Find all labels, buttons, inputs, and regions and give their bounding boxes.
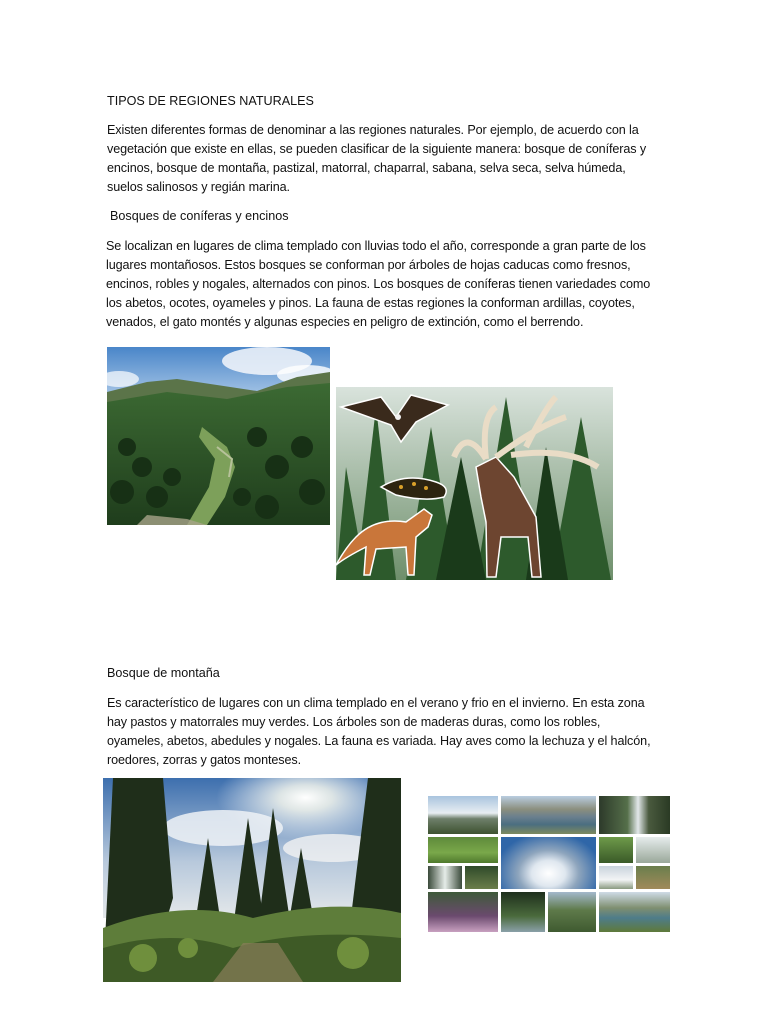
forest-fauna-collage-photo <box>336 387 613 580</box>
mosaic-tile-snowy-peaks <box>428 796 498 834</box>
mosaic-tile-deer <box>636 866 670 889</box>
mosaic-tile-alpine-lake <box>599 892 670 932</box>
mosaic-tile-animal <box>599 837 633 863</box>
mosaic-tile-waterfall <box>599 796 670 834</box>
document-title: TIPOS DE REGIONES NATURALES <box>107 94 314 108</box>
mountain-forest-paragraph: Es característico de lugares con un clima templado en el verano y frio en el invierno. En esta zona hay pastos y matorrales muy verdes. Los árboles son de maderas duras, como los robles, oyameles, abetos, abedules y nogales. La fauna es variada. Hay aves como la lechuza y el halcón, roedores, zorras y gatos monteses. <box>107 696 651 767</box>
mosaic-tile-mountain-lake <box>501 796 596 834</box>
mosaic-tile-forest-stream <box>501 892 545 932</box>
mosaic-tile-trees <box>465 866 498 889</box>
mountain-landscapes-mosaic <box>428 796 670 932</box>
mountain-forest-heading: Bosque de montaña <box>107 666 220 680</box>
mosaic-tile-mist <box>636 837 670 863</box>
mosaic-tile-flowers <box>428 892 498 932</box>
conifer-forest-heading: Bosques de coníferas y encinos <box>110 209 289 223</box>
mosaic-tile-snowfield <box>599 866 633 889</box>
mosaic-tile-valley <box>548 892 596 932</box>
mosaic-tile-falls <box>428 866 462 889</box>
mountain-forest-sun-photo <box>103 778 401 982</box>
conifer-forest-paragraph: Se localizan en lugares de clima templado con lluvias todo el año, corresponde a gran parte de los lugares montañosos. Estos bosques se conforman por árboles de hojas caducas como fresnos, encinos, robles y nogales, alternados con pinos. Los bosques de coníferas tienen variedades como los abetos, ocotes, oyameles y pinos. La fauna de estas regiones la conforman ardillas, coyotes, venados, el gato montés y algunas especies en peligro de extinción, como el berrendo. <box>106 239 651 329</box>
forest-valley-photo <box>107 347 330 525</box>
mosaic-tile-snow-mountain <box>501 837 596 889</box>
mosaic-tile-meadow <box>428 837 498 863</box>
intro-paragraph: Existen diferentes formas de denominar a las regiones naturales. Por ejemplo, de acuerdo con la vegetación que existe en ellas, se pueden clasificar de la siguiente manera: bosque de coníferas y encinos, bosque de montaña, pastizal, matorral, chaparral, sabana, selva seca, selva húmeda, suelos salinosos y regián marina. <box>107 123 647 194</box>
